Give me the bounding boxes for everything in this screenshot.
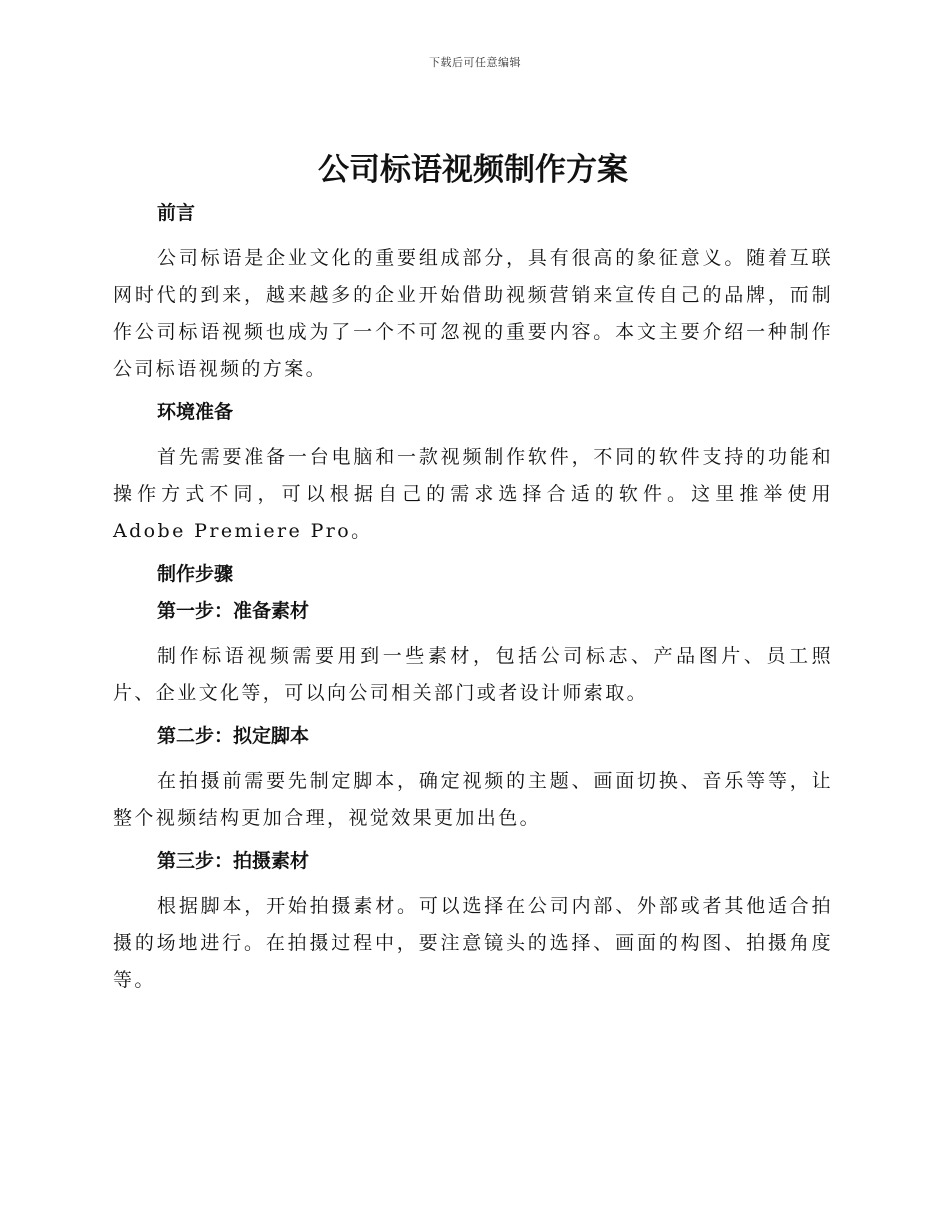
section-preface [113,200,833,388]
section-heading: 前言 [157,202,196,224]
section-step-2 [113,723,833,837]
section-heading: 环境准备 [157,401,234,423]
document-title: 公司标语视频制作方案 [318,152,628,188]
section-heading: 第二步：拟定脚本 [157,725,310,747]
document-body [113,148,833,999]
section-paragraph: 公司标语是企业文化的重要组成部分，具有很高的象征意义。随着互联网时代的到来，越来越多的企业开始借助视频营销来宣传自己的品牌，而制作公司标语视频也成为了一个不可忽视的重要内容。本文主要介绍一种制作公司标语视频的方案。 [113,247,833,380]
section-heading: 第三步：拍摄素材 [157,850,310,872]
section-paragraph: 在拍摄前需要先制定脚本，确定视频的主题、画面切换、音乐等等，让整个视频结构更加合理，视觉效果更加出色。 [113,770,833,829]
section-paragraph: 根据脚本，开始拍摄素材。可以选择在公司内部、外部或者其他适合拍摄的场地进行。在拍摄过程中，要注意镜头的选择、画面的构图、拍摄角度等。 [113,895,833,991]
section-heading: 制作步骤 [157,563,234,585]
section-step-1 [113,598,833,712]
section-heading: 第一步：准备素材 [157,600,310,622]
section-steps [113,561,833,587]
section-paragraph: 首先需要准备一台电脑和一款视频制作软件，不同的软件支持的功能和操作方式不同，可以根据自己的需求选择合适的软件。这里推举使用 Adobe Premiere Pro。 [113,446,833,542]
section-environment [113,399,833,550]
section-paragraph: 制作标语视频需要用到一些素材，包括公司标志、产品图片、员工照片、企业文化等，可以向公司相关部门或者设计师索取。 [113,645,833,704]
section-step-3 [113,848,833,999]
header-note: 下载后可任意编辑 [429,56,521,69]
